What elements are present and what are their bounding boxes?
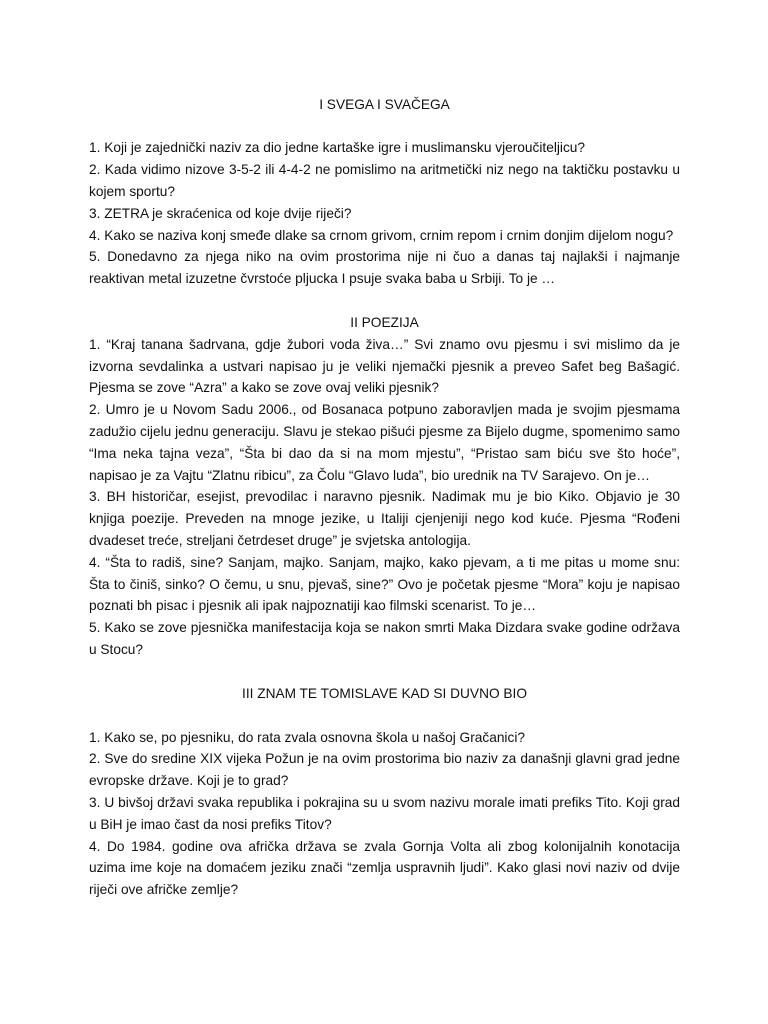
question-1-5: 5. Donedavno za njega niko na ovim prostorima nije ni čuo a danas taj najlakši i najmanje reaktivan metal izuzetne čvrstoće pljucka I psuje svaka baba u Srbiji. To je … <box>89 249 680 287</box>
question-3-2: 2. Sve do sredine XIX vijeka Požun je na ovim prostorima bio naziv za današnji glavni grad jedne evropske države. Koji je to grad? <box>89 751 680 789</box>
question-1-4: 4. Kako se naziva konj smeđe dlake sa crnom grivom, crnim repom i crnim donjim dijelom nogu? <box>89 227 674 243</box>
section-1-questions <box>89 137 680 290</box>
question-1-1: 1. Koji je zajednički naziv za dio jedne kartaške igre i muslimansku vjeroučiteljicu? <box>89 140 586 156</box>
question-3-4: 4. Do 1984. godine ova afrička država se zvala Gornja Volta ali zbog kolonijalnih konotacija uzima ime koje na domaćem jeziku znači “zemlja uspravnih ljudi”. Kako glasi novi naziv od dvije riječi ove afričke zemlje? <box>89 838 680 898</box>
section-3-questions <box>89 727 680 901</box>
question-3-3: 3. U bivšoj državi svaka republika i pokrajina su u svom nazivu morale imati prefiks Tito. Koji grad u BiH je imao čast da nosi prefiks Titov? <box>89 794 680 832</box>
section-3-title: III ZNAM TE TOMISLAVE KAD SI DUVNO BIO <box>242 685 527 701</box>
question-2-4: 4. “Šta to radiš, sine? Sanjam, majko. Sanjam, majko, kako pjevam, a ti me pitas u mome snu: Šta to činiš, sinko? O čemu, u snu, pjevaš, sine?” Ovo je početak pjesme “Mora” koju je napisao poznati bh pisac i pjesnik ali ipak najpoznatiji kao filmski scenarist. To je… <box>89 554 680 614</box>
question-1-2: 2. Kada vidimo nizove 3-5-2 ili 4-4-2 ne pomislimo na aritmetički niz nego na taktičku postavku u kojem sportu? <box>89 162 680 199</box>
question-1-3: 3. ZETRA je skraćenica od koje dvije riječi? <box>89 205 352 221</box>
section-2-title: II POEZIJA <box>350 314 419 330</box>
question-2-1: 1. “Kraj tanana šadrvana, gdje žubori voda živa…” Svi znamo ovu pjesmu i svi mislimo da je izvorna sevdalinka a ustvari napisao ju je veliki njemački pjesnik a preveo Safet beg Bašagić. Pjesma se zove “Azra” a kako se zove ovaj veliki pjesnik? <box>89 336 680 396</box>
section-1-title: I SVEGA I SVAČEGA <box>319 97 450 112</box>
question-3-1: 1. Kako se, po pjesniku, do rata zvala osnovna škola u našoj Gračanici? <box>89 729 525 745</box>
section-2-questions <box>89 334 680 661</box>
question-2-3: 3. BH historičar, esejist, prevodilac i naravno pjesnik. Nadimak mu je bio Kiko. Objavio je 30 knjiga poezije. Preveden na mnoge jezike, u Italiji cjenjeniji nego kod kuće. Pjesma “Rođeni dvadeset treće, streljani četrdeset druge” je svjetska antologija. <box>89 489 680 548</box>
question-2-2: 2. Umro je u Novom Sadu 2006., od Bosanaca potpuno zaboravljen mada je svojim pjesmama zadužio cijelu jednu generaciju. Slavu je stekao pišući pjesme za Bijelo dugme, spomenimo samo “Ima neka tajna veza”, “Šta bi dao da si na mom mjestu”, “Pristao sam biću sve što hoće”, napisao je za Vajtu “Zlatnu ribicu”, za Čolu “Glavo luda”, bio urednik na TV Sarajevo. On je… <box>89 402 680 483</box>
question-2-5: 5. Kako se zove pjesnička manifestacija koja se nakon smrti Maka Dizdara svake godine održava u Stocu? <box>89 620 680 657</box>
